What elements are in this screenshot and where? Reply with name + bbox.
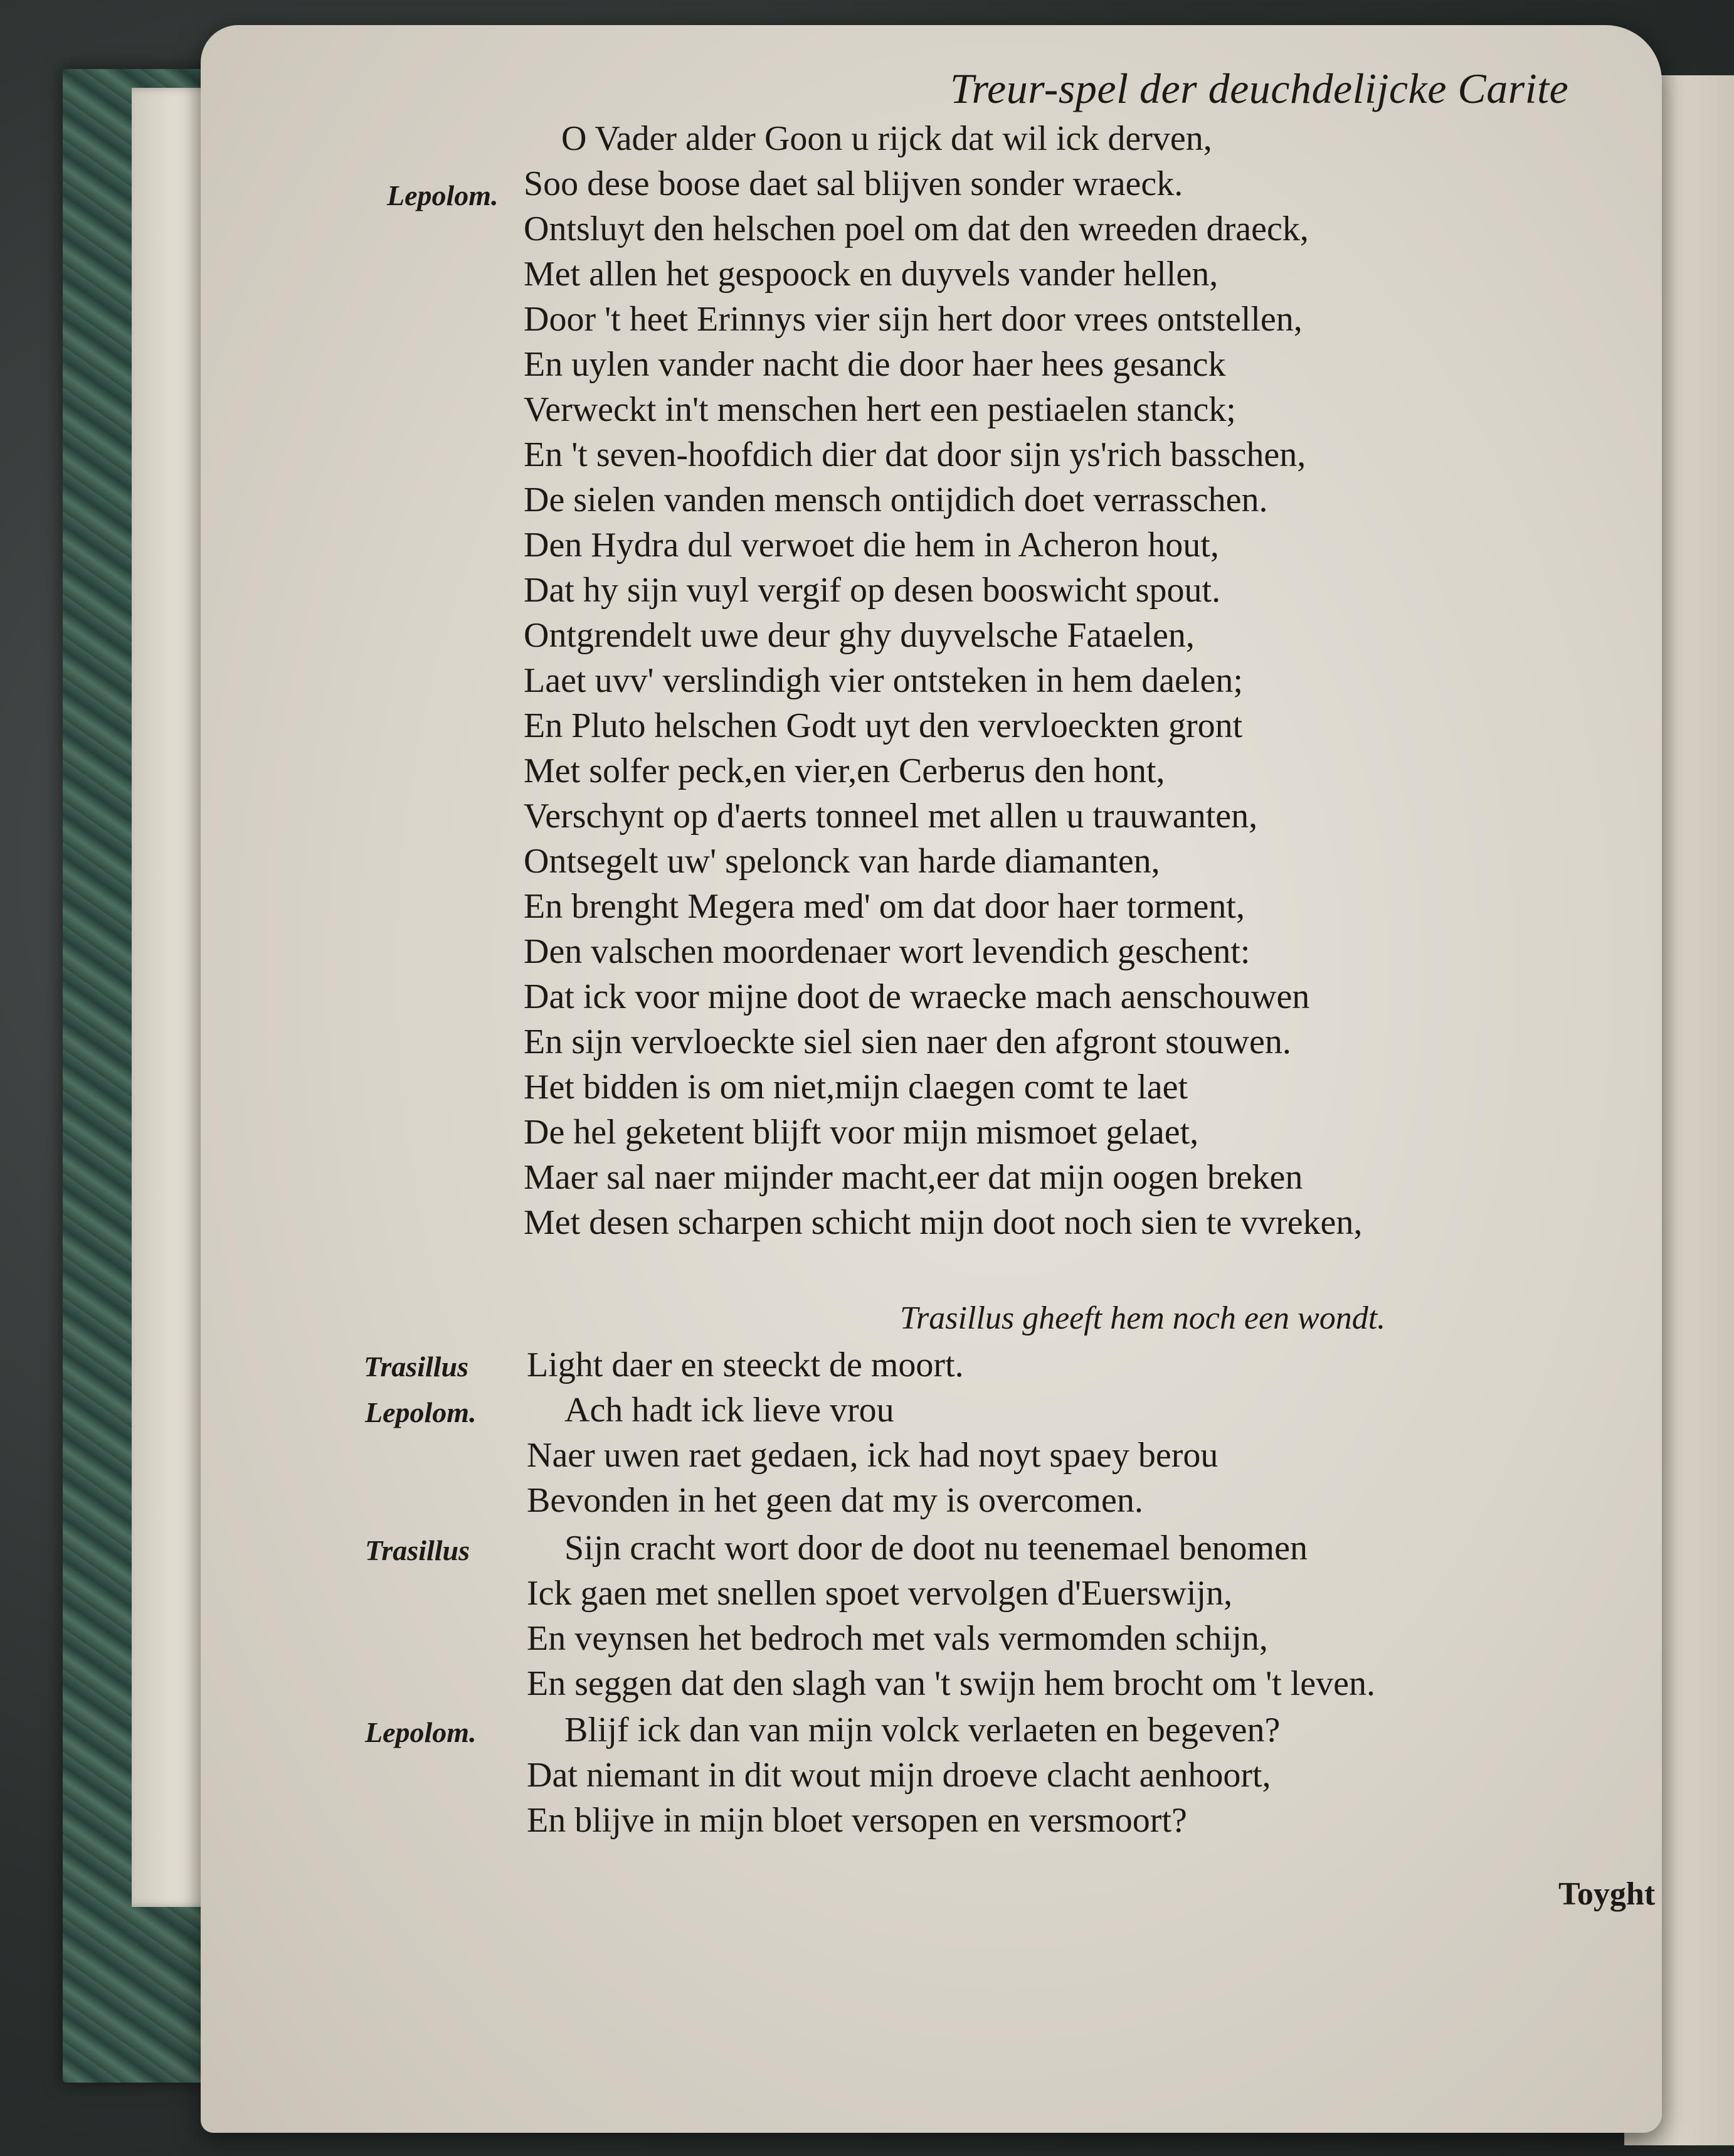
verse-line: En sijn vervloeckte siel sien naer den afgront stouwen. bbox=[524, 1022, 1291, 1061]
running-header: Treur-spel der deuchdelijcke Carite bbox=[950, 65, 1569, 112]
verse-line: En 't seven-hoofdich dier dat door sijn ys'rich basschen, bbox=[524, 435, 1306, 474]
verse-line: Ach hadt ick lieve vrou bbox=[564, 1391, 894, 1430]
verse-line: En veynsen het bedroch met vals vermomden schijn, bbox=[527, 1619, 1268, 1658]
speaker-label: Lepolom. bbox=[387, 179, 499, 211]
verse-line: En seggen dat den slagh van 't swijn hem brocht om 't leven. bbox=[527, 1664, 1375, 1703]
verse-line: En brenght Megera med' om dat door haer torment, bbox=[524, 887, 1245, 926]
verse-line: Met allen het gespoock en duyvels vander hellen, bbox=[524, 255, 1219, 294]
verse-line: Light daer en steeckt de moort. bbox=[527, 1346, 964, 1384]
speaker-label: Trasillus bbox=[364, 1351, 469, 1383]
verse-line: En uylen vander nacht die door haer hees gesanck bbox=[524, 345, 1226, 384]
verse-line: Met desen scharpen schicht mijn doot noch sien te vvreken, bbox=[524, 1203, 1363, 1242]
verse-line: Dat niemant in dit wout mijn droeve clacht aenhoort, bbox=[527, 1756, 1271, 1795]
verse-block bbox=[524, 116, 1362, 1245]
speaker-label: Lepolom. bbox=[365, 1396, 477, 1428]
verse-block bbox=[527, 1526, 1375, 1706]
verse-line: Ontsegelt uw' spelonck van harde diamanten, bbox=[524, 842, 1160, 881]
stage-direction: Trasillus gheeft hem noch een wondt. bbox=[900, 1300, 1386, 1336]
verse-line: Door 't heet Erinnys vier sijn hert door vrees ontstellen, bbox=[524, 300, 1303, 339]
verse-line: Soo dese boose daet sal blijven sonder wraeck. bbox=[524, 164, 1183, 203]
verse-line: Maer sal naer mijnder macht,eer dat mijn oogen breken bbox=[524, 1158, 1303, 1197]
speaker-label: Trasillus bbox=[365, 1534, 470, 1566]
catchword: Toyght bbox=[1558, 1876, 1656, 1912]
verse-line: Den Hydra dul verwoet die hem in Acheron hout, bbox=[524, 526, 1219, 565]
verse-line: Ontsluyt den helschen poel om dat den wreeden draeck, bbox=[524, 210, 1309, 248]
verse-line: De sielen vanden mensch ontijdich doet verrasschen. bbox=[524, 481, 1268, 519]
verse-line: Den valschen moordenaer wort levendich geschent: bbox=[524, 932, 1250, 971]
speaker-label: Lepolom. bbox=[365, 1716, 477, 1748]
verse-line: Dat hy sijn vuyl vergif op desen booswicht spout. bbox=[524, 571, 1221, 610]
verse-block bbox=[527, 1388, 1218, 1523]
verse-line: Sijn cracht wort door de doot nu teenemael benomen bbox=[564, 1529, 1308, 1568]
verse-block bbox=[527, 1707, 1280, 1843]
verse-block bbox=[527, 1342, 964, 1388]
book-page bbox=[201, 25, 1662, 2133]
verse-line: En blijve in mijn bloet versopen en versmoort? bbox=[527, 1801, 1187, 1840]
verse-line: Laet uvv' verslindigh vier ontsteken in hem daelen; bbox=[524, 661, 1243, 700]
verse-line: Ontgrendelt uwe deur ghy duyvelsche Fataelen, bbox=[524, 616, 1195, 655]
verse-line: Dat ick voor mijne doot de wraecke mach aenschouwen bbox=[524, 977, 1310, 1016]
verse-line: Verschynt op d'aerts tonneel met allen u trauwanten, bbox=[524, 797, 1258, 836]
verse-line: O Vader alder Goon u rijck dat wil ick derven, bbox=[561, 119, 1212, 158]
verse-line: Bevonden in het geen dat my is overcomen. bbox=[527, 1481, 1143, 1520]
verse-line: Verweckt in't menschen hert een pestiaelen stanck; bbox=[524, 390, 1236, 429]
verse-line: Ick gaen met snellen spoet vervolgen d'Euerswijn, bbox=[527, 1574, 1233, 1613]
verse-line: Blijf ick dan van mijn volck verlaeten en begeven? bbox=[564, 1711, 1281, 1750]
verse-line: Met solfer peck,en vier,en Cerberus den hont, bbox=[524, 751, 1165, 790]
verse-line: Het bidden is om niet,mijn claegen comt te laet bbox=[524, 1068, 1188, 1107]
verse-line: Naer uwen raet gedaen, ick had noyt spaey berou bbox=[527, 1436, 1219, 1475]
verse-line: De hel geketent blijft voor mijn mismoet gelaet, bbox=[524, 1113, 1199, 1152]
verse-line: En Pluto helschen Godt uyt den vervloeckten gront bbox=[524, 706, 1243, 745]
